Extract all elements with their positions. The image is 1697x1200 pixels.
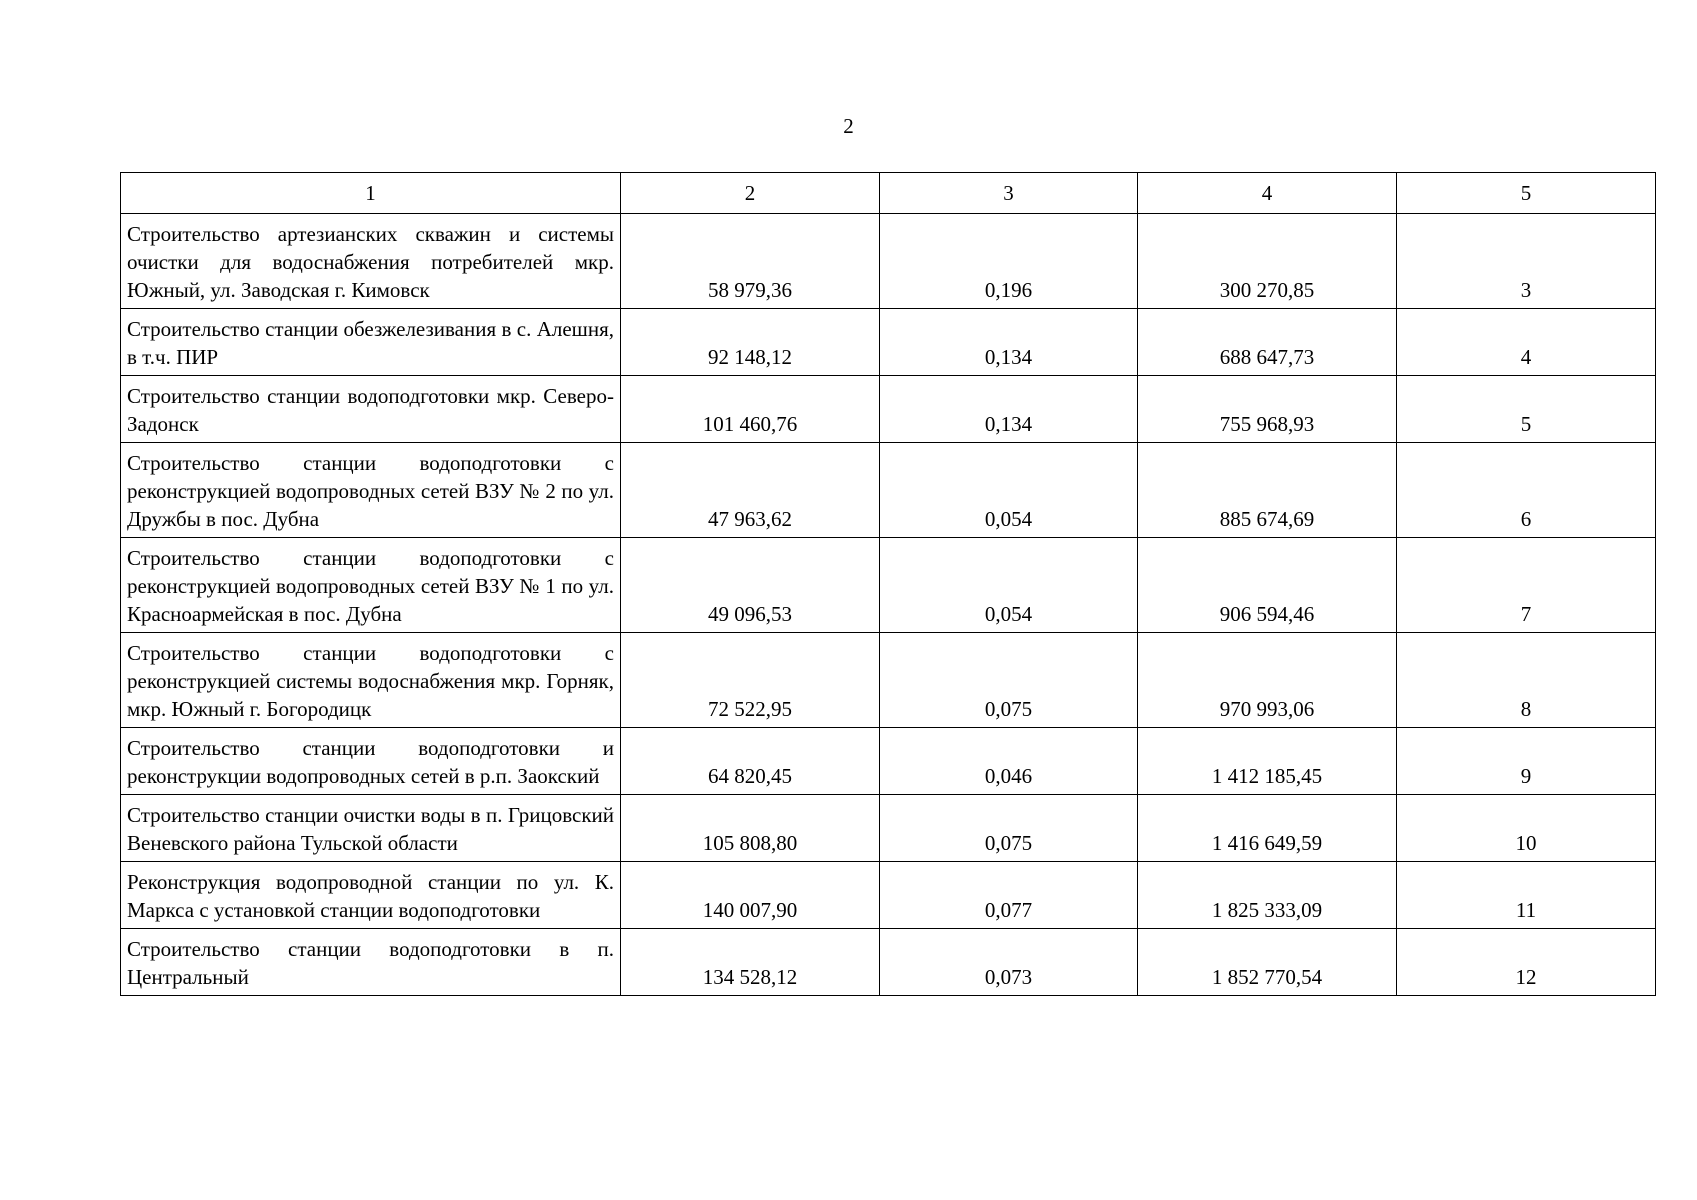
table-header — [121, 173, 1656, 214]
row-col2: 101 460,76 — [621, 376, 880, 443]
row-col3: 0,075 — [880, 795, 1138, 862]
row-col3: 0,134 — [880, 376, 1138, 443]
table-body — [121, 214, 1656, 996]
table-row — [121, 929, 1656, 996]
row-col3: 0,054 — [880, 443, 1138, 538]
row-col4: 1 852 770,54 — [1138, 929, 1397, 996]
row-col3: 0,075 — [880, 633, 1138, 728]
table-row — [121, 443, 1656, 538]
table-row — [121, 538, 1656, 633]
row-description: Строительство станции водоподготовки мкр. Северо-Задонск — [121, 376, 621, 443]
row-description: Строительство станции водоподготовки и реконструкции водопроводных сетей в р.п. Заокский — [121, 728, 621, 795]
row-col3: 0,054 — [880, 538, 1138, 633]
row-description: Строительство станции очистки воды в п. Грицовский Веневского района Тульской области — [121, 795, 621, 862]
row-col5: 12 — [1397, 929, 1656, 996]
row-col5: 4 — [1397, 309, 1656, 376]
row-description: Строительство станции водоподготовки в п. Центральный — [121, 929, 621, 996]
row-col4: 688 647,73 — [1138, 309, 1397, 376]
table-row — [121, 309, 1656, 376]
table-row — [121, 214, 1656, 309]
row-col4: 1 825 333,09 — [1138, 862, 1397, 929]
table-row — [121, 728, 1656, 795]
row-col3: 0,077 — [880, 862, 1138, 929]
row-description: Строительство станции обезжелезивания в с. Алешня, в т.ч. ПИР — [121, 309, 621, 376]
table-row — [121, 376, 1656, 443]
table-row — [121, 633, 1656, 728]
data-table — [120, 172, 1656, 996]
row-col4: 1 416 649,59 — [1138, 795, 1397, 862]
row-col5: 6 — [1397, 443, 1656, 538]
row-col5: 5 — [1397, 376, 1656, 443]
row-col2: 64 820,45 — [621, 728, 880, 795]
column-header-5: 5 — [1397, 173, 1656, 214]
row-col5: 3 — [1397, 214, 1656, 309]
column-header-1: 1 — [121, 173, 621, 214]
header-row — [121, 173, 1656, 214]
row-col4: 885 674,69 — [1138, 443, 1397, 538]
column-header-3: 3 — [880, 173, 1138, 214]
row-col4: 300 270,85 — [1138, 214, 1397, 309]
row-col2: 92 148,12 — [621, 309, 880, 376]
row-description: Строительство станции водоподготовки с реконструкцией системы водоснабжения мкр. Горняк, мкр. Южный г. Богородицк — [121, 633, 621, 728]
row-col3: 0,134 — [880, 309, 1138, 376]
row-col2: 134 528,12 — [621, 929, 880, 996]
row-description: Строительство артезианских скважин и системы очистки для водоснабжения потребителей мкр. Южный, ул. Заводская г. Кимовск — [121, 214, 621, 309]
table-row — [121, 862, 1656, 929]
row-col5: 11 — [1397, 862, 1656, 929]
row-col2: 72 522,95 — [621, 633, 880, 728]
column-header-2: 2 — [621, 173, 880, 214]
row-col4: 1 412 185,45 — [1138, 728, 1397, 795]
row-col3: 0,046 — [880, 728, 1138, 795]
row-col5: 9 — [1397, 728, 1656, 795]
row-col2: 105 808,80 — [621, 795, 880, 862]
row-col5: 10 — [1397, 795, 1656, 862]
column-header-4: 4 — [1138, 173, 1397, 214]
row-col4: 755 968,93 — [1138, 376, 1397, 443]
row-col2: 58 979,36 — [621, 214, 880, 309]
table-row — [121, 795, 1656, 862]
row-col5: 8 — [1397, 633, 1656, 728]
row-description: Строительство станции водоподготовки с реконструкцией водопроводных сетей ВЗУ № 2 по ул. Дружбы в пос. Дубна — [121, 443, 621, 538]
row-col3: 0,073 — [880, 929, 1138, 996]
row-description: Строительство станции водоподготовки с реконструкцией водопроводных сетей ВЗУ № 1 по ул. Красноармейская в пос. Дубна — [121, 538, 621, 633]
page-number: 2 — [843, 114, 854, 138]
row-col4: 970 993,06 — [1138, 633, 1397, 728]
row-col2: 140 007,90 — [621, 862, 880, 929]
row-description: Реконструкция водопроводной станции по ул. К. Маркса с установкой станции водоподготовки — [121, 862, 621, 929]
row-col3: 0,196 — [880, 214, 1138, 309]
row-col5: 7 — [1397, 538, 1656, 633]
row-col2: 49 096,53 — [621, 538, 880, 633]
row-col4: 906 594,46 — [1138, 538, 1397, 633]
row-col2: 47 963,62 — [621, 443, 880, 538]
